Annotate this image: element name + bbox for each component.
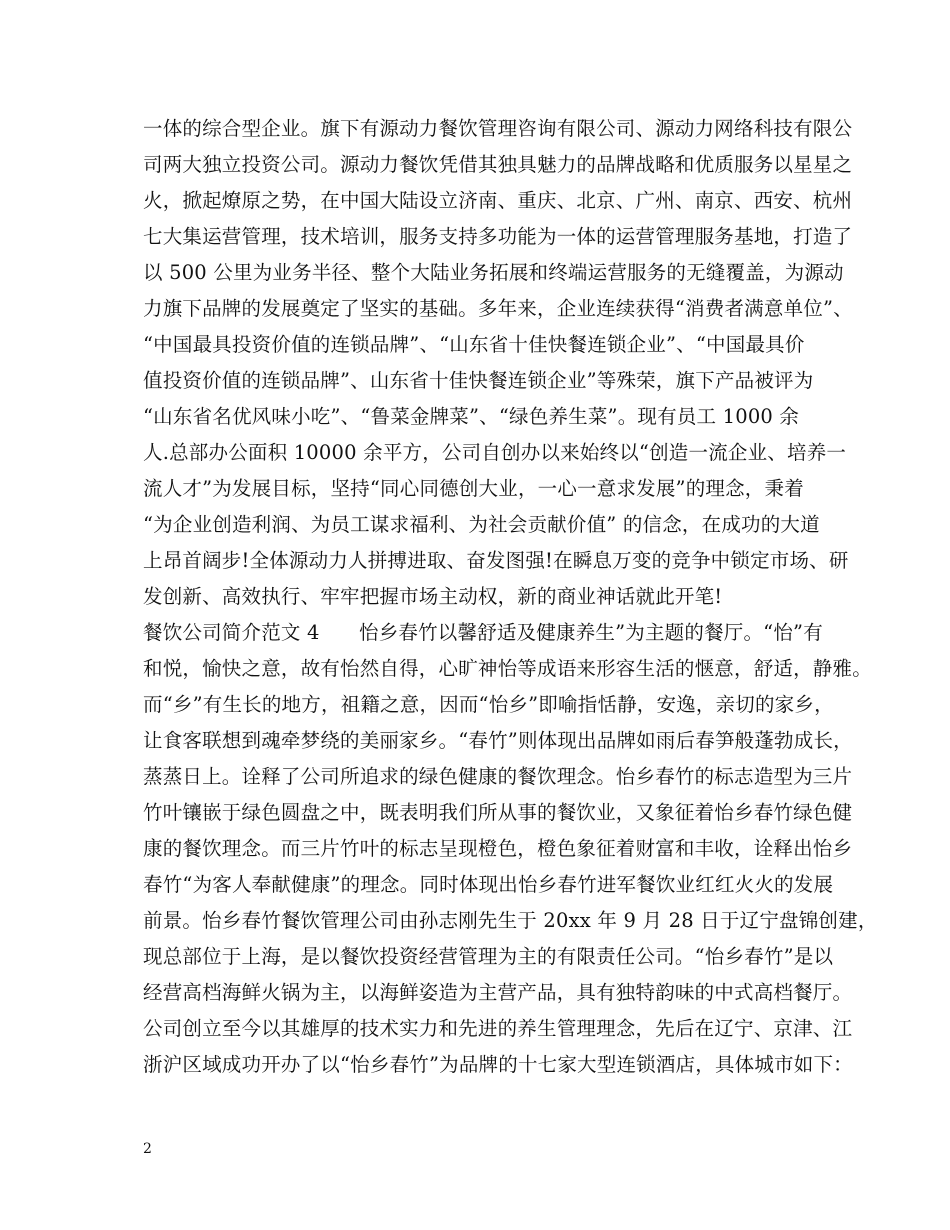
text-line: 火，掀起燎原之势，在中国大陆设立济南、重庆、北京、广州、南京、西安、杭州 (143, 189, 853, 212)
text-line: 流人才”为发展目标，坚持“同心同德创大业，一心一意求发展”的理念，秉着 (143, 477, 804, 500)
text-line: 让食客联想到魂牵梦绕的美丽家乡。“春竹”则体现出品牌如雨后春笋般蓬勃成长， (143, 729, 853, 752)
text-line: 力旗下品牌的发展奠定了坚实的基础。多年来，企业连续获得“消费者满意单位”、 (143, 297, 853, 320)
section-heading-line: 餐饮公司简介范文 4 怡乡春竹以馨舒适及健康养生”为主题的餐厅。“怡”有 (143, 621, 823, 644)
text-line: 值投资价值的连锁品牌”、山东省十佳快餐连锁企业”等殊荣，旗下产品被评为 (143, 369, 814, 392)
text-line: 前景。怡乡春竹餐饮管理公司由孙志刚先生于 20xx 年 9 月 28 日于辽宁盘锦创建， (143, 909, 878, 932)
text-line: 蒸蒸日上。诠释了公司所追求的绿色健康的餐饮理念。怡乡春竹的标志造型为三片 (143, 765, 853, 788)
text-line: 和悦，愉快之意，故有怡然自得，心旷神怡等成语来形容生活的惬意，舒适，静雅。 (143, 657, 872, 680)
text-line: 春竹“为客人奉献健康”的理念。同时体现出怡乡春竹进军餐饮业红红火火的发展 (143, 873, 834, 896)
text-line: 浙沪区域成功开办了以“怡乡春竹”为品牌的十七家大型连锁酒店，具体城市如下： (143, 1053, 853, 1076)
text-line: 经营高档海鲜火锅为主，以海鲜姿造为主营产品，具有独特韵味的中式高档餐厅。 (143, 981, 853, 1004)
text-line: 上昂首阔步!全体源动力人拼搏进取、奋发图强!在瞬息万变的竞争中锁定市场、研 (143, 549, 849, 572)
text-line: “山东省名优风味小吃”、“鲁菜金牌菜”、“绿色养生菜”。现有员工 1000 余 (143, 405, 800, 428)
text-line: 公司创立至今以其雄厚的技术实力和先进的养生管理理念，先后在辽宁、京津、江 (143, 1017, 853, 1040)
text-line: 康的餐饮理念。而三片竹叶的标志呈现橙色，橙色象征着财富和丰收，诠释出怡乡 (143, 837, 853, 860)
text-line: 七大集运营管理，技术培训，服务支持多功能为一体的运营管理服务基地，打造了 (143, 225, 853, 248)
text-line: “为企业创造利润、为员工谋求福利、为社会贡献价值” 的信念，在成功的大道 (143, 513, 820, 536)
text-line: 以 500 公里为业务半径、整个大陆业务拓展和终端运营服务的无缝覆盖，为源动 (143, 261, 844, 284)
text-line: 竹叶镶嵌于绿色圆盘之中，既表明我们所从事的餐饮业，又象征着怡乡春竹绿色健 (143, 801, 853, 824)
page-number: 2 (143, 1141, 152, 1157)
text-line: 现总部位于上海，是以餐饮投资经营管理为主的有限责任公司。“怡乡春竹”是以 (143, 945, 834, 968)
text-line: 司两大独立投资公司。源动力餐饮凭借其独具魅力的品牌战略和优质服务以星星之 (143, 153, 853, 176)
text-line: 人.总部办公面积 10000 余平方，公司自创办以来始终以“创造一流企业、培养一 (143, 441, 847, 464)
text-line: “中国最具投资价值的连锁品牌”、“山东省十佳快餐连锁企业”、“中国最具价 (143, 333, 805, 356)
text-line: 一体的综合型企业。旗下有源动力餐饮管理咨询有限公司、源动力网络科技有限公 (143, 117, 853, 140)
text-line: 发创新、高效执行、牢牢把握市场主动权，新的商业神话就此开笔! (143, 585, 723, 608)
text-line: 而“乡”有生长的地方，祖籍之意，因而“怡乡”即喻指恬静，安逸，亲切的家乡， (143, 693, 834, 716)
